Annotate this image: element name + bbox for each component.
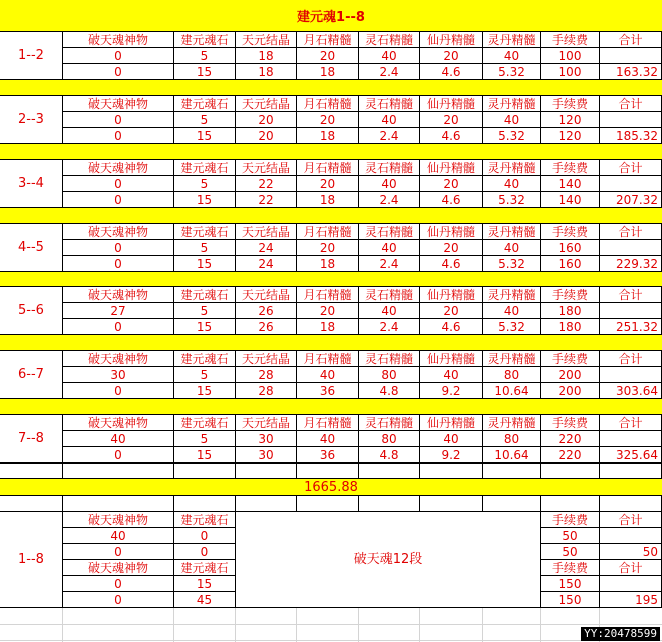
empty-cell[interactable] (541, 463, 600, 479)
count-cell[interactable]: 20 (297, 176, 359, 192)
column-header[interactable]: 灵丹精髓 (483, 96, 541, 112)
column-header[interactable]: 建元魂石 (174, 32, 236, 48)
count-cell[interactable]: 5 (174, 431, 236, 447)
count-cell[interactable]: 0 (63, 112, 174, 128)
cost-cell[interactable]: 2.4 (359, 256, 420, 272)
gridline (482, 608, 483, 642)
cost-cell[interactable]: 220 (541, 447, 600, 463)
column-header[interactable]: 天元结晶 (236, 224, 297, 240)
empty-cell[interactable] (174, 496, 236, 512)
count-cell[interactable]: 27 (63, 303, 174, 319)
cost-cell[interactable]: 325.64 (600, 447, 662, 463)
column-header[interactable]: 建元魂石 (174, 287, 236, 303)
column-header[interactable]: 天元结晶 (236, 160, 297, 176)
block-label[interactable]: 5--6 (0, 287, 63, 335)
empty-cell[interactable] (420, 463, 483, 479)
cost-cell[interactable]: 10.64 (483, 383, 541, 399)
cost-cell[interactable]: 10.64 (483, 447, 541, 463)
watermark: YY:20478599 (581, 627, 660, 641)
column-header[interactable]: 仙丹精髓 (420, 224, 483, 240)
summary-left-cell[interactable]: 0 (63, 544, 174, 560)
cost-cell[interactable]: 4.8 (359, 447, 420, 463)
column-header[interactable]: 灵石精髓 (359, 32, 420, 48)
count-cell[interactable]: 24 (236, 240, 297, 256)
cost-cell[interactable]: 15 (174, 319, 236, 335)
cost-cell[interactable]: 9.2 (420, 383, 483, 399)
column-header[interactable]: 破天魂神物 (63, 351, 174, 367)
count-cell[interactable]: 5 (174, 367, 236, 383)
cost-cell[interactable]: 15 (174, 256, 236, 272)
count-cell[interactable]: 26 (236, 303, 297, 319)
column-header[interactable]: 灵丹精髓 (483, 224, 541, 240)
column-header[interactable]: 灵石精髓 (359, 160, 420, 176)
summary-right-cell[interactable]: 合计 (600, 560, 662, 576)
column-header[interactable]: 合计 (600, 160, 662, 176)
column-header[interactable]: 建元魂石 (174, 160, 236, 176)
summary-left-cell[interactable]: 建元魂石 (174, 512, 236, 528)
column-header[interactable]: 灵丹精髓 (483, 287, 541, 303)
column-header[interactable]: 灵石精髓 (359, 96, 420, 112)
column-header[interactable]: 月石精髓 (297, 415, 359, 431)
cost-cell[interactable]: 251.32 (600, 319, 662, 335)
column-header[interactable]: 天元结晶 (236, 96, 297, 112)
column-header[interactable]: 破天魂神物 (63, 96, 174, 112)
column-header[interactable]: 灵丹精髓 (483, 415, 541, 431)
cost-cell[interactable]: 0 (63, 447, 174, 463)
empty-cell[interactable] (63, 463, 174, 479)
gridline (0, 640, 662, 641)
cost-cell[interactable]: 5.32 (483, 192, 541, 208)
cost-cell[interactable]: 20 (236, 128, 297, 144)
cost-cell[interactable]: 0 (63, 383, 174, 399)
count-cell[interactable]: 100 (541, 48, 600, 64)
gridline (358, 608, 359, 642)
block-label[interactable]: 3--4 (0, 160, 63, 208)
summary-left-cell[interactable]: 15 (174, 576, 236, 592)
column-header[interactable]: 仙丹精髓 (420, 351, 483, 367)
empty-cell[interactable] (236, 496, 297, 512)
block-label[interactable]: 7--8 (0, 415, 63, 463)
summary-right-cell[interactable]: 手续费 (541, 512, 600, 528)
summary-left-cell[interactable]: 破天魂神物 (63, 512, 174, 528)
cost-cell[interactable]: 180 (541, 319, 600, 335)
cost-cell[interactable]: 18 (297, 192, 359, 208)
column-header[interactable]: 仙丹精髓 (420, 415, 483, 431)
count-cell[interactable]: 40 (420, 431, 483, 447)
block-label[interactable]: 2--3 (0, 96, 63, 144)
cost-cell[interactable]: 120 (541, 128, 600, 144)
count-cell[interactable]: 40 (483, 176, 541, 192)
column-header[interactable]: 灵丹精髓 (483, 160, 541, 176)
count-cell[interactable]: 20 (236, 112, 297, 128)
gridline (235, 608, 236, 642)
column-header[interactable]: 灵石精髓 (359, 224, 420, 240)
column-header[interactable]: 灵丹精髓 (483, 32, 541, 48)
count-cell[interactable]: 22 (236, 176, 297, 192)
cost-cell[interactable]: 9.2 (420, 447, 483, 463)
count-cell[interactable]: 20 (420, 176, 483, 192)
summary-right-cell[interactable]: 150 (541, 592, 600, 608)
count-cell[interactable]: 40 (483, 112, 541, 128)
count-cell[interactable]: 80 (483, 431, 541, 447)
block-label[interactable]: 1--2 (0, 32, 63, 80)
empty-cell[interactable] (0, 496, 63, 512)
column-header[interactable]: 灵丹精髓 (483, 351, 541, 367)
count-cell[interactable]: 40 (483, 48, 541, 64)
column-header[interactable]: 手续费 (541, 415, 600, 431)
column-header[interactable]: 建元魂石 (174, 224, 236, 240)
summary-right-cell[interactable]: 50 (541, 528, 600, 544)
column-header[interactable]: 手续费 (541, 32, 600, 48)
count-cell[interactable]: 40 (359, 176, 420, 192)
summary-label[interactable]: 1--8 (0, 512, 63, 608)
column-header[interactable]: 仙丹精髓 (420, 160, 483, 176)
cost-cell[interactable]: 36 (297, 383, 359, 399)
cost-cell[interactable]: 22 (236, 192, 297, 208)
count-cell[interactable]: 20 (297, 112, 359, 128)
cost-cell[interactable]: 18 (297, 319, 359, 335)
count-cell[interactable]: 40 (359, 240, 420, 256)
summary-right-cell[interactable]: 50 (600, 544, 662, 560)
column-header[interactable]: 月石精髓 (297, 32, 359, 48)
gridline (419, 608, 420, 642)
count-cell[interactable]: 40 (63, 431, 174, 447)
summary-right-cell[interactable]: 合计 (600, 512, 662, 528)
cost-cell[interactable]: 2.4 (359, 128, 420, 144)
column-header[interactable]: 破天魂神物 (63, 415, 174, 431)
count-cell[interactable]: 120 (541, 112, 600, 128)
separator-band (0, 208, 662, 224)
column-header[interactable]: 月石精髓 (297, 160, 359, 176)
column-header[interactable]: 月石精髓 (297, 96, 359, 112)
cost-cell[interactable]: 4.6 (420, 64, 483, 80)
cost-cell[interactable]: 100 (541, 64, 600, 80)
cost-cell[interactable]: 18 (297, 64, 359, 80)
count-cell[interactable]: 40 (359, 303, 420, 319)
gridline (62, 608, 63, 642)
summary-right-cell[interactable]: 50 (541, 544, 600, 560)
count-cell[interactable]: 40 (359, 112, 420, 128)
empty-cell[interactable] (483, 496, 541, 512)
count-cell[interactable]: 20 (420, 112, 483, 128)
column-header[interactable]: 破天魂神物 (63, 32, 174, 48)
column-header[interactable]: 手续费 (541, 96, 600, 112)
count-cell[interactable]: 80 (359, 367, 420, 383)
column-header[interactable]: 天元结晶 (236, 415, 297, 431)
column-header[interactable]: 建元魂石 (174, 96, 236, 112)
cost-cell[interactable]: 30 (236, 447, 297, 463)
count-cell[interactable]: 20 (297, 240, 359, 256)
cost-cell[interactable]: 26 (236, 319, 297, 335)
count-cell[interactable]: 5 (174, 48, 236, 64)
cost-cell[interactable]: 0 (63, 319, 174, 335)
cost-cell[interactable]: 303.64 (600, 383, 662, 399)
count-cell[interactable] (600, 303, 662, 319)
empty-cell[interactable] (0, 463, 63, 479)
cost-cell[interactable]: 0 (63, 256, 174, 272)
count-cell[interactable] (600, 367, 662, 383)
summary-left-cell[interactable]: 0 (63, 576, 174, 592)
block-label[interactable]: 4--5 (0, 224, 63, 272)
summary-right-cell[interactable]: 150 (541, 576, 600, 592)
count-cell[interactable]: 18 (236, 48, 297, 64)
column-header[interactable]: 手续费 (541, 160, 600, 176)
count-cell[interactable]: 40 (483, 303, 541, 319)
summary-left-cell[interactable]: 建元魂石 (174, 560, 236, 576)
count-cell[interactable]: 40 (483, 240, 541, 256)
count-cell[interactable]: 20 (420, 240, 483, 256)
column-header[interactable]: 灵石精髓 (359, 351, 420, 367)
count-cell[interactable]: 28 (236, 367, 297, 383)
summary-left-cell[interactable]: 40 (63, 528, 174, 544)
count-cell[interactable]: 5 (174, 303, 236, 319)
summary-right-cell[interactable]: 手续费 (541, 560, 600, 576)
cost-cell[interactable]: 15 (174, 192, 236, 208)
column-header[interactable]: 合计 (600, 287, 662, 303)
separator-band (0, 80, 662, 96)
cost-cell[interactable]: 185.32 (600, 128, 662, 144)
cost-cell[interactable]: 200 (541, 383, 600, 399)
count-cell[interactable]: 220 (541, 431, 600, 447)
separator-band (0, 399, 662, 415)
column-header[interactable]: 天元结晶 (236, 287, 297, 303)
cost-cell[interactable]: 24 (236, 256, 297, 272)
block-label[interactable]: 6--7 (0, 351, 63, 399)
sheet-title: 建元魂1--8 (0, 0, 662, 32)
column-header[interactable]: 建元魂石 (174, 351, 236, 367)
column-header[interactable]: 合计 (600, 224, 662, 240)
column-header[interactable]: 仙丹精髓 (420, 32, 483, 48)
count-cell[interactable]: 180 (541, 303, 600, 319)
empty-cell[interactable] (600, 496, 662, 512)
separator-band (0, 144, 662, 160)
count-cell[interactable]: 200 (541, 367, 600, 383)
column-header[interactable]: 破天魂神物 (63, 287, 174, 303)
column-header[interactable]: 建元魂石 (174, 415, 236, 431)
empty-cell[interactable] (174, 463, 236, 479)
cost-cell[interactable]: 2.4 (359, 319, 420, 335)
cost-cell[interactable]: 229.32 (600, 256, 662, 272)
count-cell[interactable]: 80 (483, 367, 541, 383)
cost-cell[interactable]: 5.32 (483, 319, 541, 335)
cost-cell[interactable]: 4.6 (420, 128, 483, 144)
cost-cell[interactable]: 160 (541, 256, 600, 272)
column-header[interactable]: 破天魂神物 (63, 160, 174, 176)
cost-cell[interactable]: 4.6 (420, 192, 483, 208)
count-cell[interactable]: 20 (297, 48, 359, 64)
column-header[interactable]: 手续费 (541, 351, 600, 367)
column-header[interactable]: 合计 (600, 415, 662, 431)
count-cell[interactable]: 30 (236, 431, 297, 447)
empty-cell[interactable] (359, 496, 420, 512)
summary-left-cell[interactable]: 0 (174, 528, 236, 544)
empty-cell[interactable] (600, 463, 662, 479)
gridline (540, 608, 541, 642)
count-cell[interactable]: 0 (63, 240, 174, 256)
count-cell[interactable]: 40 (297, 367, 359, 383)
cost-cell[interactable]: 2.4 (359, 192, 420, 208)
column-header[interactable]: 灵石精髓 (359, 287, 420, 303)
column-header[interactable]: 月石精髓 (297, 287, 359, 303)
summary-right-cell[interactable] (600, 576, 662, 592)
empty-cell[interactable] (236, 463, 297, 479)
count-cell[interactable]: 5 (174, 240, 236, 256)
count-cell[interactable] (600, 240, 662, 256)
cost-cell[interactable]: 5.32 (483, 64, 541, 80)
cost-cell[interactable]: 5.32 (483, 256, 541, 272)
count-cell[interactable]: 160 (541, 240, 600, 256)
empty-cell[interactable] (359, 463, 420, 479)
summary-left-cell[interactable]: 破天魂神物 (63, 560, 174, 576)
cost-cell[interactable]: 5.32 (483, 128, 541, 144)
column-header[interactable]: 月石精髓 (297, 351, 359, 367)
separator-band (0, 335, 662, 351)
cost-cell[interactable]: 0 (63, 128, 174, 144)
count-cell[interactable]: 40 (297, 431, 359, 447)
column-header[interactable]: 合计 (600, 96, 662, 112)
column-header[interactable]: 仙丹精髓 (420, 96, 483, 112)
empty-cell[interactable] (297, 463, 359, 479)
cost-cell[interactable]: 140 (541, 192, 600, 208)
empty-cell[interactable] (483, 463, 541, 479)
column-header[interactable]: 月石精髓 (297, 224, 359, 240)
count-cell[interactable]: 5 (174, 176, 236, 192)
count-cell[interactable]: 140 (541, 176, 600, 192)
summary-left-cell[interactable]: 0 (174, 544, 236, 560)
cost-cell[interactable]: 15 (174, 128, 236, 144)
count-cell[interactable]: 0 (63, 176, 174, 192)
count-cell[interactable]: 0 (63, 48, 174, 64)
cost-cell[interactable]: 36 (297, 447, 359, 463)
cost-cell[interactable]: 163.32 (600, 64, 662, 80)
gridline (0, 624, 662, 625)
summary-left-cell[interactable]: 45 (174, 592, 236, 608)
column-header[interactable]: 手续费 (541, 287, 600, 303)
column-header[interactable]: 天元结晶 (236, 32, 297, 48)
cost-cell[interactable]: 15 (174, 383, 236, 399)
column-header[interactable]: 合计 (600, 351, 662, 367)
cost-cell[interactable]: 15 (174, 64, 236, 80)
count-cell[interactable]: 20 (420, 303, 483, 319)
cost-cell[interactable]: 4.8 (359, 383, 420, 399)
grand-total: 1665.88 (0, 479, 662, 496)
gridline (296, 608, 297, 642)
cost-cell[interactable]: 15 (174, 447, 236, 463)
count-cell[interactable] (600, 112, 662, 128)
cost-cell[interactable]: 4.6 (420, 319, 483, 335)
gridline (173, 608, 174, 642)
cost-cell[interactable]: 28 (236, 383, 297, 399)
column-header[interactable]: 手续费 (541, 224, 600, 240)
cost-cell[interactable]: 207.32 (600, 192, 662, 208)
cost-cell[interactable]: 4.6 (420, 256, 483, 272)
count-cell[interactable]: 20 (420, 48, 483, 64)
count-cell[interactable]: 40 (359, 48, 420, 64)
column-header[interactable]: 合计 (600, 32, 662, 48)
column-header[interactable]: 仙丹精髓 (420, 287, 483, 303)
cost-cell[interactable]: 18 (236, 64, 297, 80)
cost-cell[interactable]: 2.4 (359, 64, 420, 80)
empty-cell[interactable] (297, 496, 359, 512)
column-header[interactable]: 天元结晶 (236, 351, 297, 367)
cost-cell[interactable]: 18 (297, 256, 359, 272)
count-cell[interactable] (600, 176, 662, 192)
count-cell[interactable] (600, 431, 662, 447)
cost-cell[interactable]: 0 (63, 64, 174, 80)
summary-right-cell[interactable] (600, 528, 662, 544)
empty-cell[interactable] (63, 496, 174, 512)
count-cell[interactable]: 20 (297, 303, 359, 319)
empty-cell[interactable] (541, 496, 600, 512)
summary-left-cell[interactable]: 0 (63, 592, 174, 608)
cost-cell[interactable]: 18 (297, 128, 359, 144)
count-cell[interactable]: 80 (359, 431, 420, 447)
count-cell[interactable] (600, 48, 662, 64)
column-header[interactable]: 灵石精髓 (359, 415, 420, 431)
empty-cell[interactable] (420, 496, 483, 512)
summary-right-cell[interactable]: 195 (600, 592, 662, 608)
summary-note[interactable]: 破天魂12段 (236, 512, 541, 608)
cost-cell[interactable]: 0 (63, 192, 174, 208)
column-header[interactable]: 破天魂神物 (63, 224, 174, 240)
separator-band (0, 272, 662, 287)
count-cell[interactable]: 5 (174, 112, 236, 128)
count-cell[interactable]: 40 (420, 367, 483, 383)
count-cell[interactable]: 30 (63, 367, 174, 383)
